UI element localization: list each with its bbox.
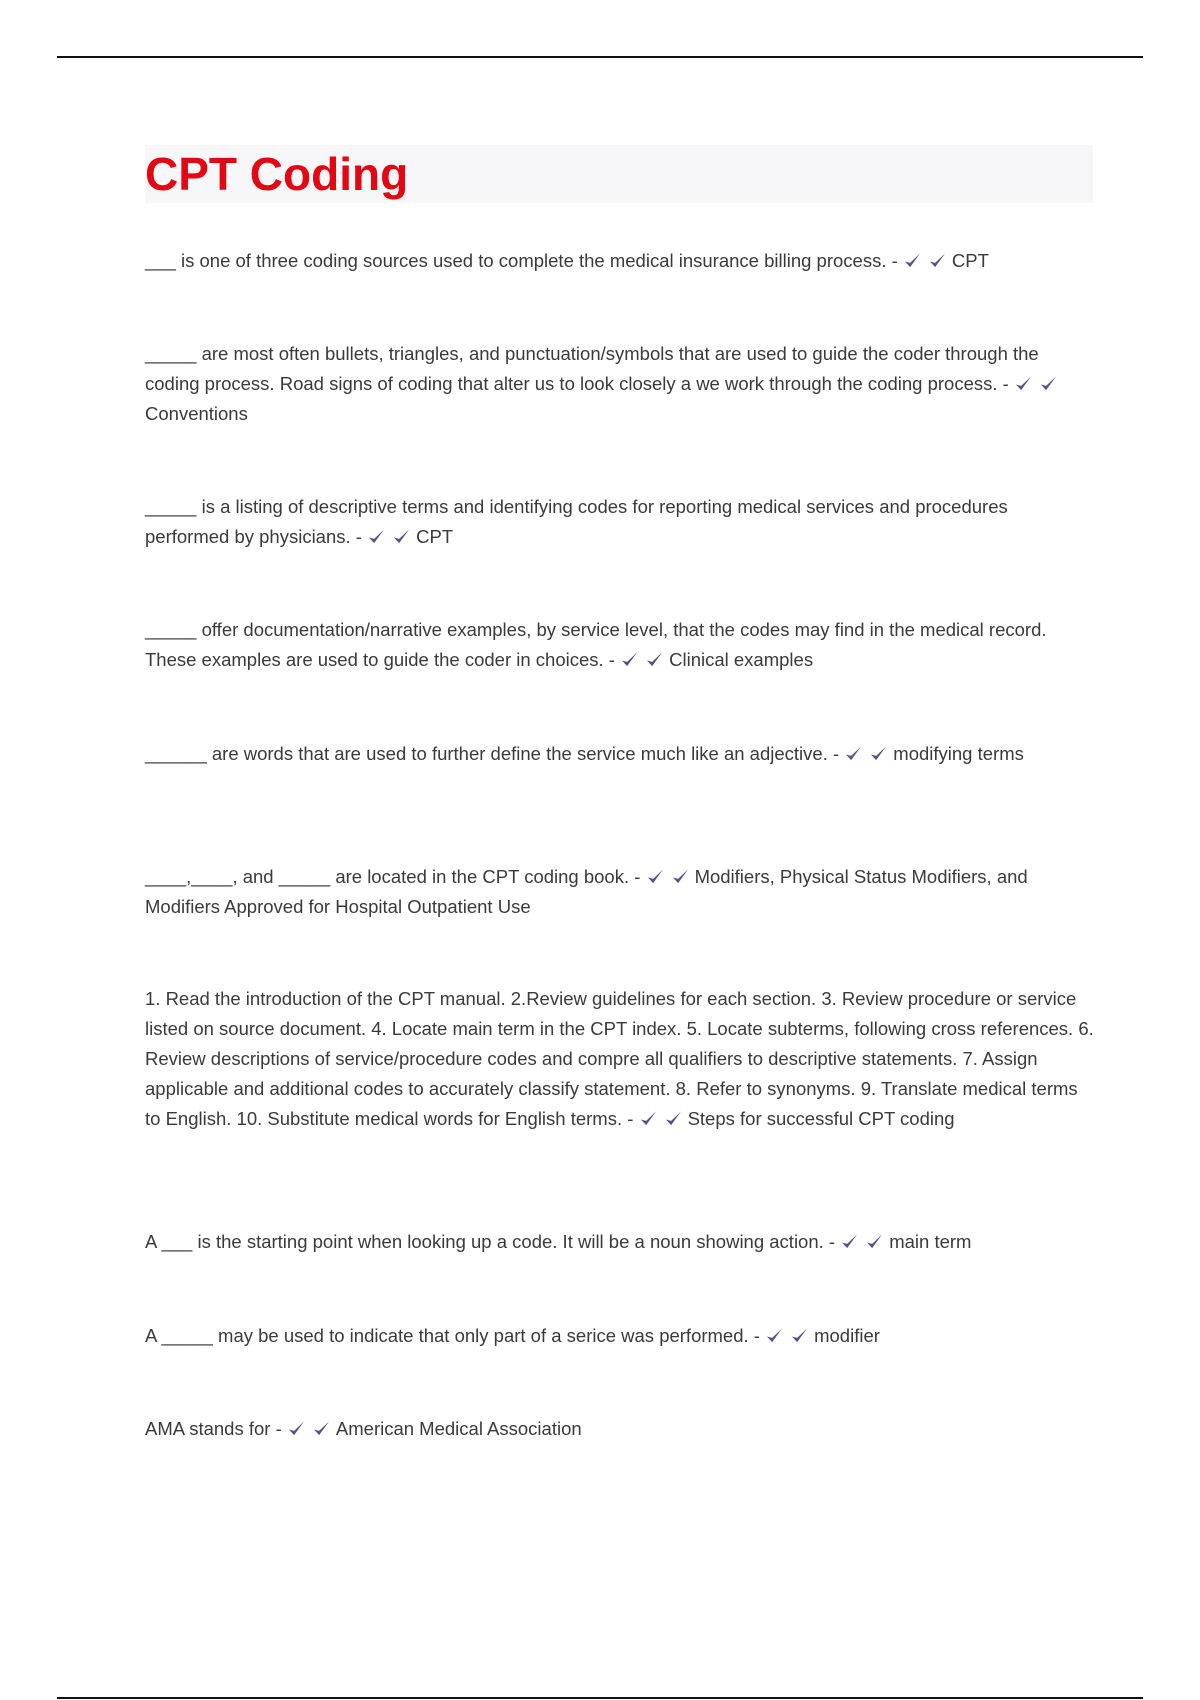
- answer-text: modifying terms: [893, 743, 1024, 764]
- checkmark-icon: [671, 867, 690, 886]
- qa-item: [145, 339, 1095, 429]
- question-text: _____ is a listing of descriptive terms and identifying codes for reporting medical services and procedures performed by physicians.: [145, 496, 1008, 547]
- checkmark-icon: [367, 527, 386, 546]
- checkmark-icon: [865, 1232, 884, 1251]
- checkmark-icon: [646, 867, 665, 886]
- answer-text: main term: [889, 1231, 972, 1252]
- page-title: CPT Coding: [145, 148, 409, 200]
- qa-item: [145, 246, 1095, 276]
- checkmark-icon: [790, 1326, 809, 1345]
- question-text: A _____ may be used to indicate that only part of a serice was performed.: [145, 1325, 749, 1346]
- answer-text: modifier: [814, 1325, 880, 1346]
- answer-text: Modifiers, Physical Status Modifiers, and Modifiers Approved for Hospital Outpatient Use: [145, 866, 1028, 917]
- qa-item: [145, 1227, 1095, 1257]
- question-text: ______ are words that are used to further define the service much like an adjective.: [145, 743, 828, 764]
- checkmark-icon: [903, 251, 922, 270]
- question-text: _____ offer documentation/narrative examples, by service level, that the codes may find in the medical record. These examples are used to guide the coder in choices.: [145, 619, 1047, 670]
- separator: -: [270, 1418, 287, 1439]
- separator: -: [629, 866, 646, 887]
- qa-item: [145, 862, 1095, 922]
- checkmark-icon: [1014, 374, 1033, 393]
- qa-item: [145, 1414, 1095, 1444]
- top-rule: [57, 56, 1143, 58]
- checkmark-icon: [645, 650, 664, 669]
- title-band: [145, 145, 1093, 203]
- separator: -: [823, 1231, 841, 1252]
- checkmark-icon: [392, 527, 411, 546]
- separator: -: [748, 1325, 766, 1346]
- qa-item: [145, 615, 1095, 675]
- answer-text: American Medical Association: [335, 1418, 582, 1439]
- checkmark-icon: [928, 251, 947, 270]
- checkmark-icon: [639, 1109, 658, 1128]
- bottom-rule: [57, 1697, 1143, 1699]
- checkmark-icon: [765, 1326, 784, 1345]
- separator: -: [886, 250, 903, 271]
- checkmark-icon: [287, 1419, 306, 1438]
- separator: -: [603, 649, 621, 670]
- checkmark-icon: [312, 1419, 331, 1438]
- separator: -: [622, 1108, 639, 1129]
- checkmark-icon: [844, 744, 863, 763]
- answer-text: Conventions: [145, 403, 248, 424]
- answer-text: CPT: [951, 250, 989, 271]
- answer-text: Clinical examples: [669, 649, 814, 670]
- checkmark-icon: [620, 650, 639, 669]
- answer-text: CPT: [416, 526, 454, 547]
- question-text: ____,____, and _____ are located in the CPT coding book.: [145, 866, 630, 887]
- checkmark-icon: [664, 1109, 683, 1128]
- separator: -: [827, 743, 845, 764]
- question-text: A ___ is the starting point when looking up a code. It will be a noun showing action.: [145, 1231, 824, 1252]
- qa-item: [145, 984, 1095, 1134]
- checkmark-icon: [1039, 374, 1058, 393]
- question-text: ___ is one of three coding sources used to complete the medical insurance billing process.: [145, 250, 887, 271]
- checkmark-icon: [869, 744, 888, 763]
- question-text: _____ are most often bullets, triangles, and punctuation/symbols that are used to guide the coder through the coding process. Road signs of coding that alter us to look closely a we work through the coding process.: [145, 343, 1039, 394]
- checkmark-icon: [840, 1232, 859, 1251]
- separator: -: [350, 526, 368, 547]
- qa-item: [145, 1321, 1095, 1351]
- question-text: AMA stands for: [145, 1418, 271, 1439]
- question-text: 1. Read the introduction of the CPT manual. 2.Review guidelines for each section. 3. Review procedure or service listed on source document. 4. Locate main term in the CPT index. 5. Locate subterms, following cross references. 6. Review descriptions of service/procedure codes and compre all qualifiers to descriptive statements. 7. Assign applicable and additional codes to accurately classify statement. 8. Refer to synonyms. 9. Translate medical terms to English. 10. Substitute medical words for English terms.: [145, 988, 1094, 1129]
- qa-item: [145, 739, 1095, 769]
- separator: -: [997, 373, 1014, 394]
- qa-item: [145, 492, 1095, 552]
- answer-text: Steps for successful CPT coding: [687, 1108, 955, 1129]
